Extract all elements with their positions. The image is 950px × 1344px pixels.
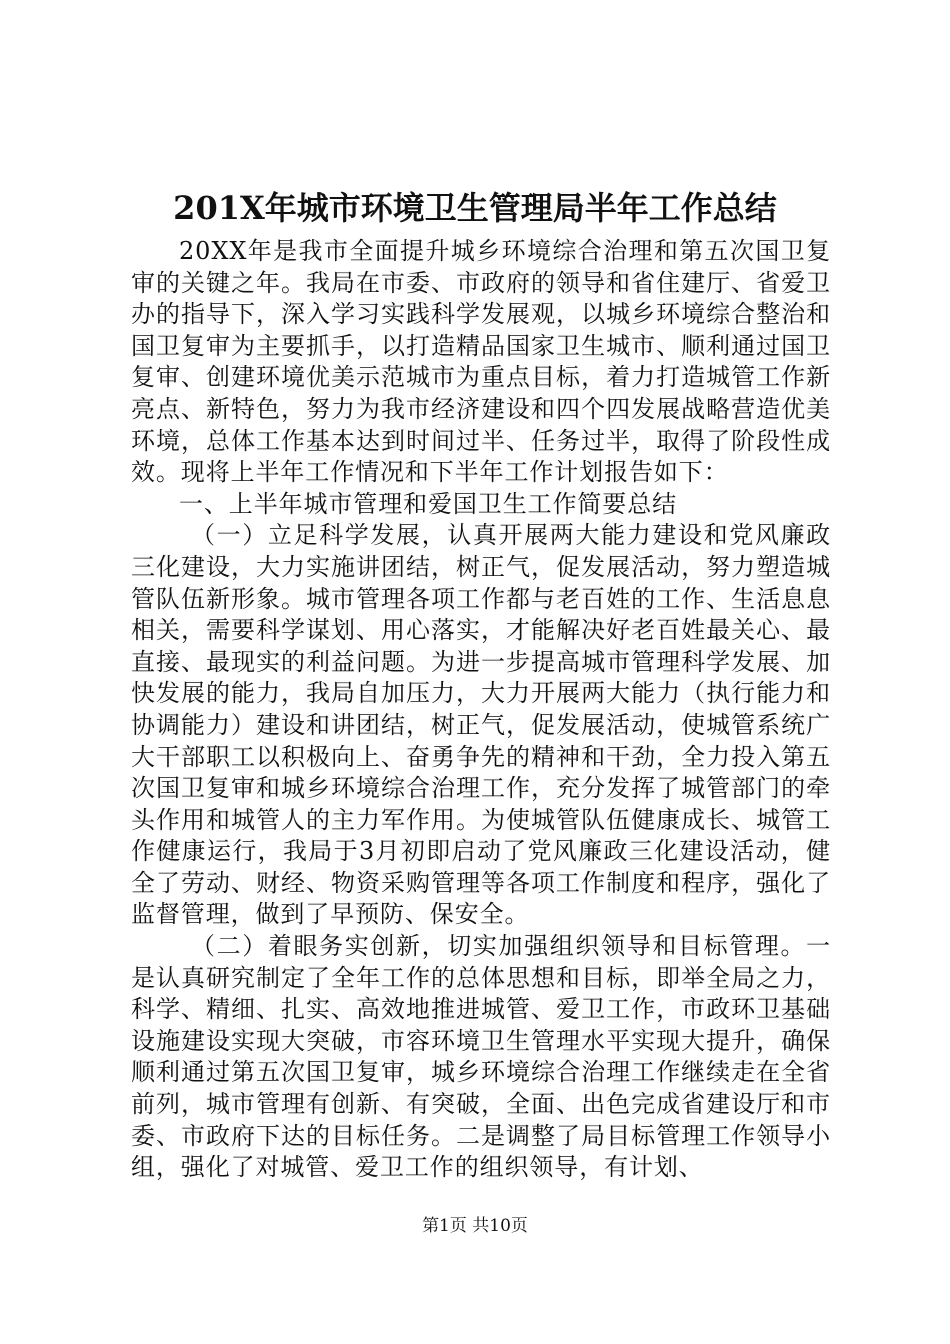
- document-title: 201X年城市环境卫生管理局半年工作总结: [173, 189, 777, 227]
- section-heading: 一、上半年城市管理和爱国卫生工作简要总结: [179, 489, 677, 518]
- page-number-footer: 第1页 共10页: [422, 1216, 528, 1236]
- intro-paragraph: 20XX年是我市全面提升城乡环境综合治理和第五次国卫复审的关键之年。我局在市委、市政府的领导和省住建厅、省爱卫办的指导下，深入学习实践科学发展观，以城乡环境综合整治和国卫复审为主要抓手，以打造精品国家卫生城市、顺利通过国卫复审、创建环境优美示范城市为重点目标，着力打造城管工作新亮点、新特色，努力为我市经济建设和四个四发展战略营造优美环境，总体工作基本达到时间过半、任务过半，取得了阶段性成效。现将上半年工作情况和下半年工作计划报告如下：: [131, 237, 831, 487]
- subsection-paragraph-2: （二）着眼务实创新，切实加强组织领导和目标管理。一是认真研究制定了全年工作的总体思想和目标，即举全局之力，科学、精细、扎实、高效地推进城管、爱卫工作，市政环卫基础设施建设实现大突破，市容环境卫生管理水平实现大提升，确保顺利通过第五次国卫复审，城乡环境综合治理工作继续走在全省前列，城市管理有创新、有突破，全面、出色完成省建设厅和市委、市政府下达的目标任务。二是调整了局目标管理工作领导小组，强化了对城管、爱卫工作的组织领导，有计划、: [131, 932, 831, 1182]
- subsection-paragraph-1: （一）立足科学发展，认真开展两大能力建设和党风廉政三化建设，大力实施讲团结，树正气，促发展活动，努力塑造城管队伍新形象。城市管理各项工作都与老百姓的工作、生活息息相关，需要科学谋划、用心落实，才能解决好老百姓最关心、最直接、最现实的利益问题。为进一步提高城市管理科学发展、加快发展的能力，我局自加压力，大力开展两大能力（执行能力和协调能力）建设和讲团结，树正气，促发展活动，使城管系统广大干部职工以积极向上、奋勇争先的精神和干劲，全力投入第五次国卫复审和城乡环境综合治理工作，充分发挥了城管部门的牵头作用和城管人的主力军作用。为使城管队伍健康成长、城管工作健康运行，我局于3月初即启动了党风廉政三化建设活动，健全了劳动、财经、物资采购管理等各项工作制度和程序，强化了监督管理，做到了早预防、保安全。: [131, 521, 831, 929]
- document-body: [131, 236, 831, 1184]
